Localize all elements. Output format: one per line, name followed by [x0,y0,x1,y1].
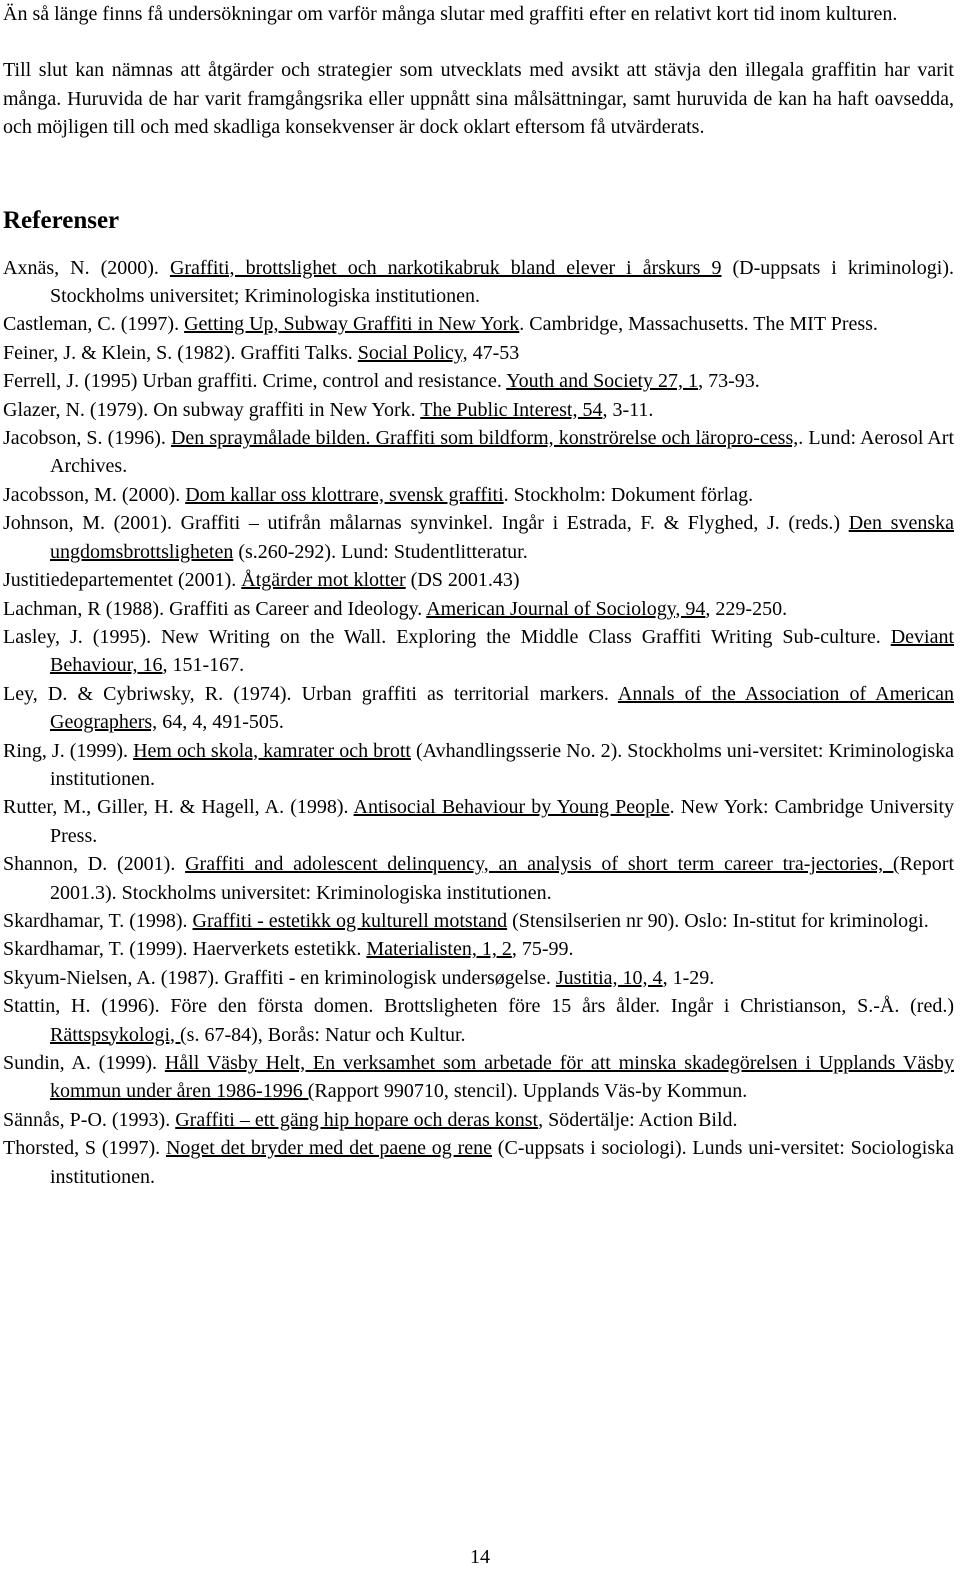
reference-item: Skardhamar, T. (1999). Haerverkets estetikk. Materialisten, 1, 2, 75-99. [3,938,574,961]
reference-item: Glazer, N. (1979). On subway graffiti in New York. The Public Interest, 54, 3-11. [3,398,654,421]
reference-title: Håll Väsby Helt, En verksamhet som arbetade för att minska skadegörelsen i Upplands Väsby kommun under åren 1986-1996 ( [50,1052,954,1103]
reference-item: Feiner, J. & Klein, S. (1982). Graffiti Talks. Social Policy, 47-53 [3,341,520,364]
reference-title: Graffiti and adolescent delinquency, an analysis of short term career tra-jectories, ( [185,853,900,876]
reference-title: Youth and Society 27, 1 [506,370,699,393]
reference-title: Social Policy, [357,341,468,364]
reference-item: Justitiedepartementet (2001). Åtgärder mot klotter (DS 2001.43) [3,569,520,592]
reference-item: Thorsted, S (1997). Noget det bryder med det paene og rene (C-uppsats i sociologi). Lunds uni-versitet: Sociologiska institutionen. [3,1137,954,1188]
body-paragraph-2: Till slut kan nämnas att åtgärder och strategier som utvecklats med avsikt att stävja den illegala graffitin har varit många. Huruvida de har varit framgångsrika eller uppnått sina målsättningar, samt huruvida de kan ha haft oavsedda, och möjligen till och med skadliga konsekvenser är dock oklart eftersom få utvärderats. [3,59,954,139]
reference-title: American Journal of Sociology, 94 [426,597,706,620]
reference-title: Graffiti, brottslighet och narkotikabruk bland elever i årskurs 9 [169,256,722,279]
reference-title: Rättspsykologi, ( [50,1023,187,1046]
reference-item: Sundin, A. (1999). Håll Väsby Helt, En verksamhet som arbetade för att minska skadegörelsen i Upplands Väsby kommun under åren 1986-1996 (Rapport 990710, stencil). Upplands Väs-by Kommun. [3,1052,954,1103]
reference-item: Lachman, R (1988). Graffiti as Career and Ideology. American Journal of Sociology, 94, 229-250. [3,597,788,620]
reference-item: Ferrell, J. (1995) Urban graffiti. Crime, control and resistance. Youth and Society 27, 1, 73-93. [3,370,760,393]
reference-item: Shannon, D. (2001). Graffiti and adolescent delinquency, an analysis of short term career tra-jectories, (Report 2001.3). Stockholms universitet: Kriminologiska institutionen. [3,853,954,904]
reference-title: Den svenska ungdomsbrottsligheten [50,512,954,563]
reference-title: Materialisten, 1, 2 [366,938,512,961]
reference-list [3,254,954,1191]
reference-title: Graffiti - estetikk og kulturell motstand [192,909,508,932]
reference-item: Skardhamar, T. (1998). Graffiti - estetikk og kulturell motstand (Stensilserien nr 90). Oslo: In-stitut for kriminologi. [3,909,929,932]
reference-title: Dom kallar oss klottrare, svensk graffiti [185,483,504,506]
reference-item: Johnson, M. (2001). Graffiti – utifrån målarnas synvinkel. Ingår i Estrada, F. & Flyghed, J. (reds.) Den svenska ungdomsbrottsligheten (s.260-292). Lund: Studentlitteratur. [3,512,954,563]
reference-item: Lasley, J. (1995). New Writing on the Wall. Exploring the Middle Class Graffiti Writing Sub-culture. Deviant Behaviour, 16, 151-167. [3,625,954,677]
reference-item: Axnäs, N. (2000). Graffiti, brottslighet och narkotikabruk bland elever i årskurs 9 (D-uppsats i kriminologi). Stockholms universitet; Kriminologiska institutionen. [3,256,954,308]
reference-item: Ley, D. & Cybriwsky, R. (1974). Urban graffiti as territorial markers. Annals of the Association of American Geographers, 64, 4, 491-505. [3,682,954,734]
reference-title: Annals of the Association of American Geographers, [50,682,954,734]
reference-title: Hem och skola, kamrater och brott [133,739,411,762]
reference-item: Rutter, M., Giller, H. & Hagell, A. (1998). Antisocial Behaviour by Young People. New York: Cambridge University Press. [3,796,955,847]
reference-item: Ring, J. (1999). Hem och skola, kamrater och brott (Avhandlingsserie No. 2). Stockholms uni-versitet: Kriminologiska institutionen. [3,739,955,790]
reference-item: Jacobson, S. (1996). Den spraymålade bilden. Graffiti som bildform, konströrelse och läropro-cess,. Lund: Aerosol Art Archives. [3,427,955,478]
reference-item: Sännås, P-O. (1993). Graffiti – ett gäng hip hopare och deras konst, Södertälje: Action Bild. [3,1108,738,1131]
reference-title: Graffiti – ett gäng hip hopare och deras konst [175,1108,539,1131]
page-number: 14 [470,1546,490,1568]
reference-title: Justitia, 10, 4 [555,966,663,989]
reference-title: Deviant Behaviour, 16 [50,625,954,677]
reference-title: The Public Interest, 54 [420,398,603,421]
reference-item: Skyum-Nielsen, A. (1987). Graffiti - en kriminologisk undersøgelse. Justitia, 10, 4, 1-29. [3,966,715,989]
reference-item: Castleman, C. (1997). Getting Up, Subway Graffiti in New York. Cambridge, Massachusetts. The MIT Press. [3,313,878,336]
reference-item: Jacobsson, M. (2000). Dom kallar oss klottrare, svensk graffiti. Stockholm: Dokument förlag. [3,483,754,506]
document-page [3,0,954,1191]
reference-title: Åtgärder mot klotter [241,569,406,592]
reference-item: Stattin, H. (1996). Före den första domen. Brottsligheten före 15 års ålder. Ingår i Christianson, S.-Å. (red.) Rättspsykologi, (s. 67-84), Borås: Natur och Kultur. [3,995,954,1046]
references-heading: Referenser [3,206,120,234]
reference-title: Noget det bryder med det paene og rene [165,1137,492,1160]
reference-title: Antisocial Behaviour by Young People [353,796,670,819]
reference-title: Getting Up, Subway Graffiti in New York [184,313,520,336]
reference-title: Den spraymålade bilden. Graffiti som bildform, konströrelse och läropro-cess, [170,427,799,450]
body-paragraph-1: Än så länge finns få undersökningar om varför många slutar med graffiti efter en relativt kort tid inom kulturen. [3,3,898,25]
